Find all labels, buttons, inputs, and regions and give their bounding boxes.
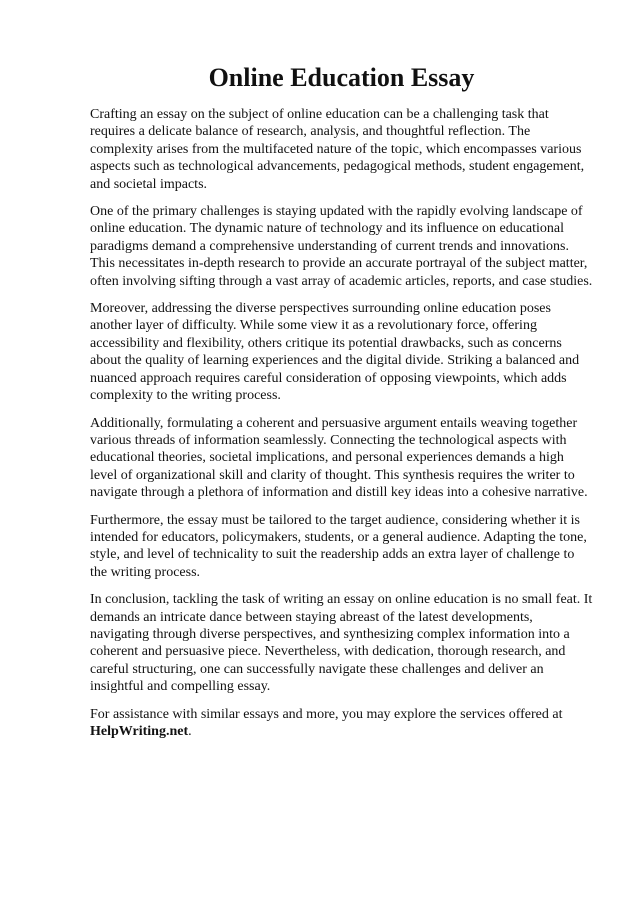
paragraph-conclusion: In conclusion, tackling the task of writing an essay on online education is no small feat. It demands an intricate dance between staying abreast of the latest developments, navigating through diverse perspectives, and synthesizing complex information into a coherent and persuasive piece. Nevertheless, with dedication, thorough research, and careful structuring, one can successfully navigate these challenges and deliver an insightful and compelling essay. [90,592,593,695]
paragraph-argument: Additionally, formulating a coherent and persuasive argument entails weaving together various threads of information seamlessly. Connecting the technological aspects with educational theories, societal implications, and personal experiences demands a high level of organizational skill and clarity of thought. This synthesis requires the writer to navigate through a plethora of information and distill key ideas into a cohesive narrative. [90,415,588,501]
paragraph-challenges: One of the primary challenges is staying updated with the rapidly evolving landscape of online education. The dynamic nature of technology and its influence on educational paradigms demand a comprehensive understanding of current trends and innovations. This necessitates in-depth research to provide an accurate portrayal of the subject matter, often involving sifting through a vast array of academic articles, reports, and case studies. [90,204,593,289]
paragraph-intro: Crafting an essay on the subject of online education can be a challenging task that requires a delicate balance of research, analysis, and thoughtful reflection. The complexity arises from the multifaceted nature of the topic, which encompasses various aspects such as technological advancements, pedagogical methods, student engagement, and societal impacts. [90,107,585,192]
helpwriting-link[interactable]: HelpWriting.net [90,724,189,739]
paragraph-call-to-action [90,706,593,741]
cta-period: . [188,724,192,739]
cta-text: For assistance with similar essays and more, you may explore the services offered at [90,706,563,722]
page-title: Online Education Essay [208,63,475,92]
paragraph-perspectives: Moreover, addressing the diverse perspectives surrounding online education poses another layer of difficulty. While some view it as a revolutionary force, offering accessibility and flexibility, others critique its potential drawbacks, such as concerns about the quality of learning experiences and the digital divide. Striking a balanced and nuanced approach requires careful consideration of opposing viewpoints, which adds complexity to the writing process. [90,301,580,404]
paragraph-audience: Furthermore, the essay must be tailored to the target audience, considering whether it is intended for educators, policymakers, students, or a general audience. Adapting the tone, style, and level of technicality to suit the readership adds an extra layer of challenge to the writing process. [90,512,587,580]
